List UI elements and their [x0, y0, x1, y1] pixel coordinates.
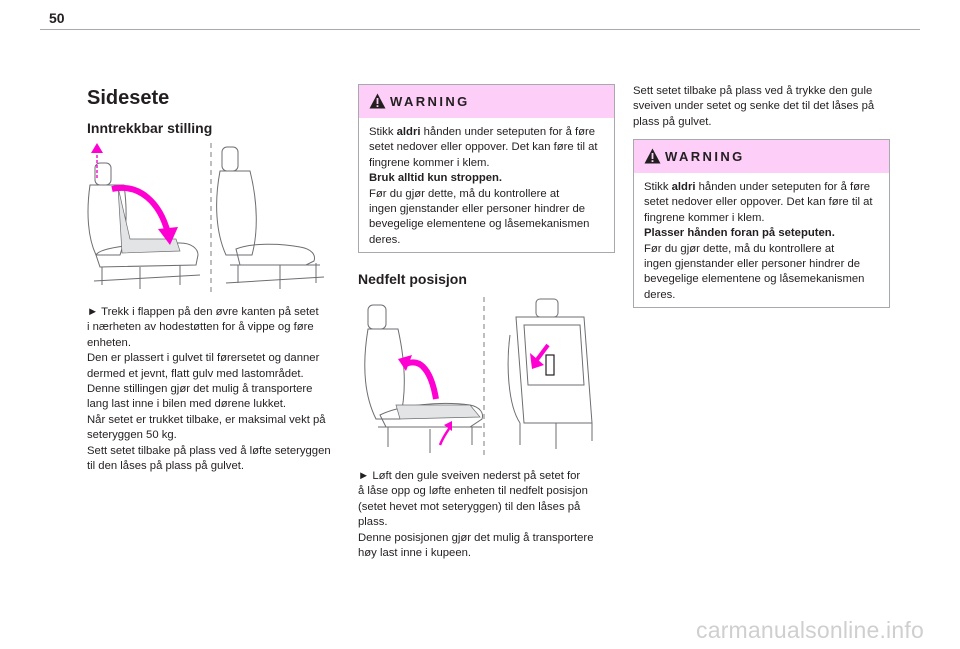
section-title: Sidesete — [87, 87, 170, 109]
text-line: ► Trekk i flappen på den øvre kanten på setet — [87, 306, 319, 318]
text-line: setet nedover eller oppover. Det kan føre til at — [644, 196, 873, 209]
text-line: plass på gulvet. — [633, 115, 712, 128]
warning-header — [359, 85, 614, 118]
warning-title: WARNING — [665, 149, 745, 164]
folded-paragraph — [358, 469, 618, 561]
text-line: setet nedover eller oppover. Det kan føre til at — [369, 141, 598, 154]
header-rule — [40, 29, 920, 30]
text-line: til den låses på plass på gulvet. — [87, 460, 244, 473]
emphasis-line: Bruk alltid kun stroppen. — [369, 172, 503, 185]
text-line: plass. — [358, 516, 388, 529]
text-line: Sett setet tilbake på plass ved å trykke den gule — [633, 85, 873, 97]
emphasis-line: Plasser hånden foran på seteputen. — [644, 227, 835, 240]
warning-header — [634, 140, 889, 173]
text-line: bevegelige elementene og låsemekanismen — [644, 273, 865, 286]
text-line: enheten. — [87, 336, 131, 349]
text-line: (setet hevet mot seteryggen) til den låses på — [358, 500, 581, 513]
text-line: å låse opp og løfte enheten til nedfelt posisjon — [358, 485, 588, 498]
text-line: Denne stillingen gjør det mulig å transportere — [87, 383, 313, 396]
warning-box-2 — [633, 139, 890, 308]
text-line: lang last inne i bilen med dørene lukket. — [87, 398, 287, 411]
text-line: ingen gjenstander eller personer hindrer de — [369, 203, 586, 216]
text-line: Den er plassert i gulvet til førersetet og danner — [87, 352, 320, 365]
text-line: Før du gjør dette, må du kontrollere at — [369, 187, 560, 200]
text-line: dermed et jevnt, flatt gulv med lastområdet. — [87, 367, 304, 380]
text-fragment: Stikk — [369, 126, 397, 138]
text-fragment: Stikk — [644, 181, 672, 193]
emphasis-text: aldri — [396, 126, 421, 138]
text-line: ingen gjenstander eller personer hindrer de — [644, 258, 861, 271]
retracted-seat-illustration — [80, 143, 335, 298]
retracted-paragraph — [87, 305, 347, 474]
text-line: deres. — [369, 233, 401, 246]
warning-triangle-icon — [369, 93, 386, 109]
text-fragment: hånden under seteputen for å føre — [420, 126, 596, 138]
subsection-title-retracted: Inntrekkbar stilling — [87, 120, 213, 136]
folded-seat-illustration — [360, 295, 610, 460]
subsection-title-folded: Nedfelt posisjon — [358, 271, 467, 287]
text-line: Når setet er trukket tilbake, er maksimal vekt på — [87, 413, 326, 426]
text-line: deres. — [644, 288, 676, 301]
reset-paragraph — [633, 84, 893, 130]
text-line: i nærheten av hodestøtten for å vippe og føre — [87, 321, 314, 334]
text-line: fingrene kommer i klem. — [369, 156, 490, 169]
text-line: ► Løft den gule sveiven nederst på setet for — [358, 470, 581, 482]
text-line: sveiven under setet og senke det til det låses på — [633, 100, 875, 113]
warning-body — [634, 173, 889, 303]
text-line: fingrene kommer i klem. — [644, 211, 765, 224]
text-line: Før du gjør dette, må du kontrollere at — [644, 242, 835, 255]
text-line: Denne posisjonen gjør det mulig å transportere — [358, 531, 594, 544]
text-fragment: hånden under seteputen for å føre — [695, 181, 871, 193]
warning-body — [359, 118, 614, 248]
text-line: høy last inne i kupeen. — [358, 547, 472, 560]
emphasis-text: aldri — [671, 181, 696, 193]
page-number: 50 — [49, 10, 65, 26]
text-line: seteryggen 50 kg. — [87, 429, 177, 442]
warning-title: WARNING — [390, 94, 470, 109]
warning-box-1 — [358, 84, 615, 253]
site-watermark[interactable]: carmanualsonline.info — [696, 617, 924, 643]
text-line: bevegelige elementene og låsemekanismen — [369, 218, 590, 231]
warning-triangle-icon — [644, 148, 661, 164]
text-line: Sett setet tilbake på plass ved å løfte seteryggen — [87, 444, 331, 457]
